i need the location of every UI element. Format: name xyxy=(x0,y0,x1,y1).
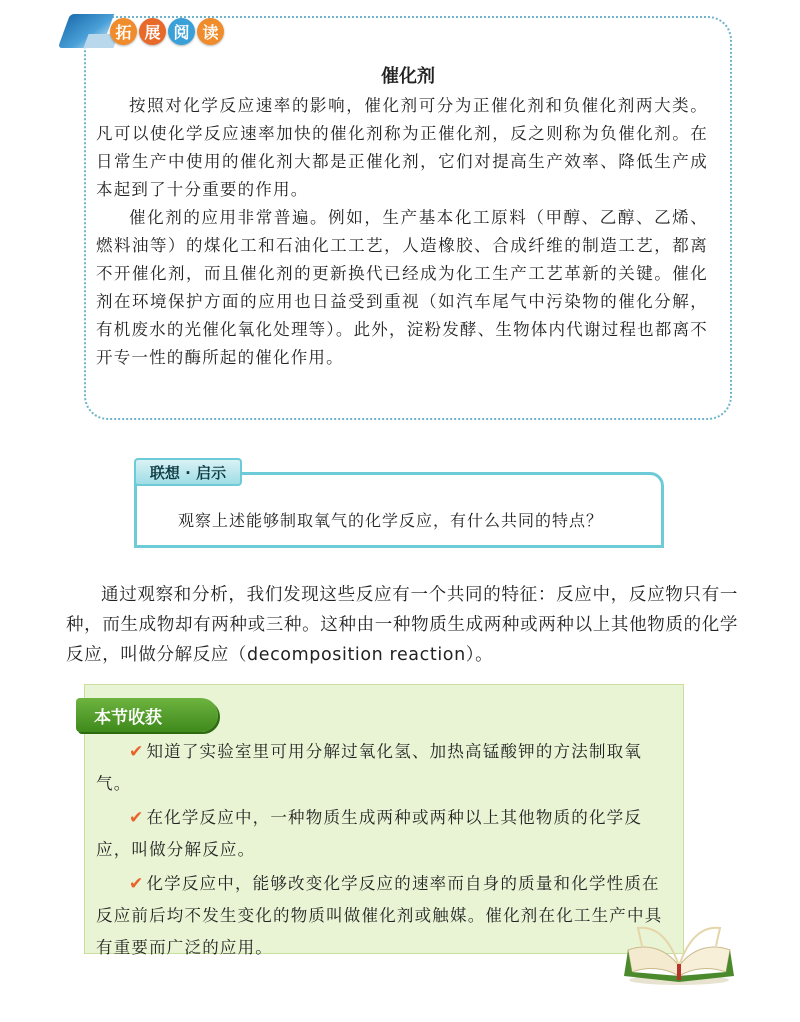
summary-label: 本节收获 xyxy=(76,698,218,732)
main-paragraph xyxy=(66,580,738,670)
main-paragraph-text: 通过观察和分析，我们发现这些反应有一个共同的特征：反应中，反应物只有一种，而生成物却有两种或三种。这种由一种物质生成两种或两种以上其他物质的化学反应，叫做分解反应（decomposition reaction）。 xyxy=(66,585,738,665)
summary-item-text: 在化学反应中，一种物质生成两种或两种以上其他物质的化学反应，叫做分解反应。 xyxy=(96,808,643,859)
summary-list xyxy=(96,736,666,966)
summary-item xyxy=(96,736,666,800)
checkmark-icon: ✔ xyxy=(129,808,145,828)
header-char-3: 阅 xyxy=(168,18,195,45)
summary-item-text: 化学反应中，能够改变化学反应的速率而自身的质量和化学性质在反应前后均不发生变化的物质叫做催化剂或触媒。催化剂在化工生产中具有重要而广泛的应用。 xyxy=(96,874,663,957)
header-char-2: 展 xyxy=(139,18,166,45)
reading-paragraph: 按照对化学反应速率的影响，催化剂可分为正催化剂和负催化剂两大类。凡可以使化学反应速率加快的催化剂称为正催化剂，反之则称为负催化剂。在日常生产中使用的催化剂大都是正催化剂，它们对提高生产效率、降低生产成本起到了十分重要的作用。 xyxy=(96,96,708,199)
reading-body xyxy=(96,92,708,372)
header-char-1: 拓 xyxy=(110,18,137,45)
summary-item xyxy=(96,868,666,964)
checkmark-icon: ✔ xyxy=(129,742,145,762)
extended-reading-header xyxy=(64,8,234,50)
open-book-icon xyxy=(624,906,734,986)
reading-title: 催化剂 xyxy=(381,66,435,87)
think-inspire-box xyxy=(134,458,668,548)
think-label: 联想 · 启示 xyxy=(134,458,242,486)
summary-item-text: 知道了实验室里可用分解过氧化氢、加热高锰酸钾的方法制取氧气。 xyxy=(96,742,643,793)
checkmark-icon: ✔ xyxy=(129,874,145,894)
summary-item xyxy=(96,802,666,866)
reading-paragraph: 催化剂的应用非常普遍。例如，生产基本化工原料（甲醇、乙醇、乙烯、燃料油等）的煤化工和石油化工工艺，人造橡胶、合成纤维的制造工艺，都离不开催化剂，而且催化剂的更新换代已经成为化工生产工艺革新的关键。催化剂在环境保护方面的应用也日益受到重视（如汽车尾气中污染物的催化分解，有机废水的光催化氧化处理等）。此外，淀粉发酵、生物体内代谢过程也都离不开专一性的酶所起的催化作用。 xyxy=(96,208,708,367)
think-question: 观察上述能够制取氧气的化学反应，有什么共同的特点？ xyxy=(178,511,604,530)
header-char-4: 读 xyxy=(197,18,224,45)
